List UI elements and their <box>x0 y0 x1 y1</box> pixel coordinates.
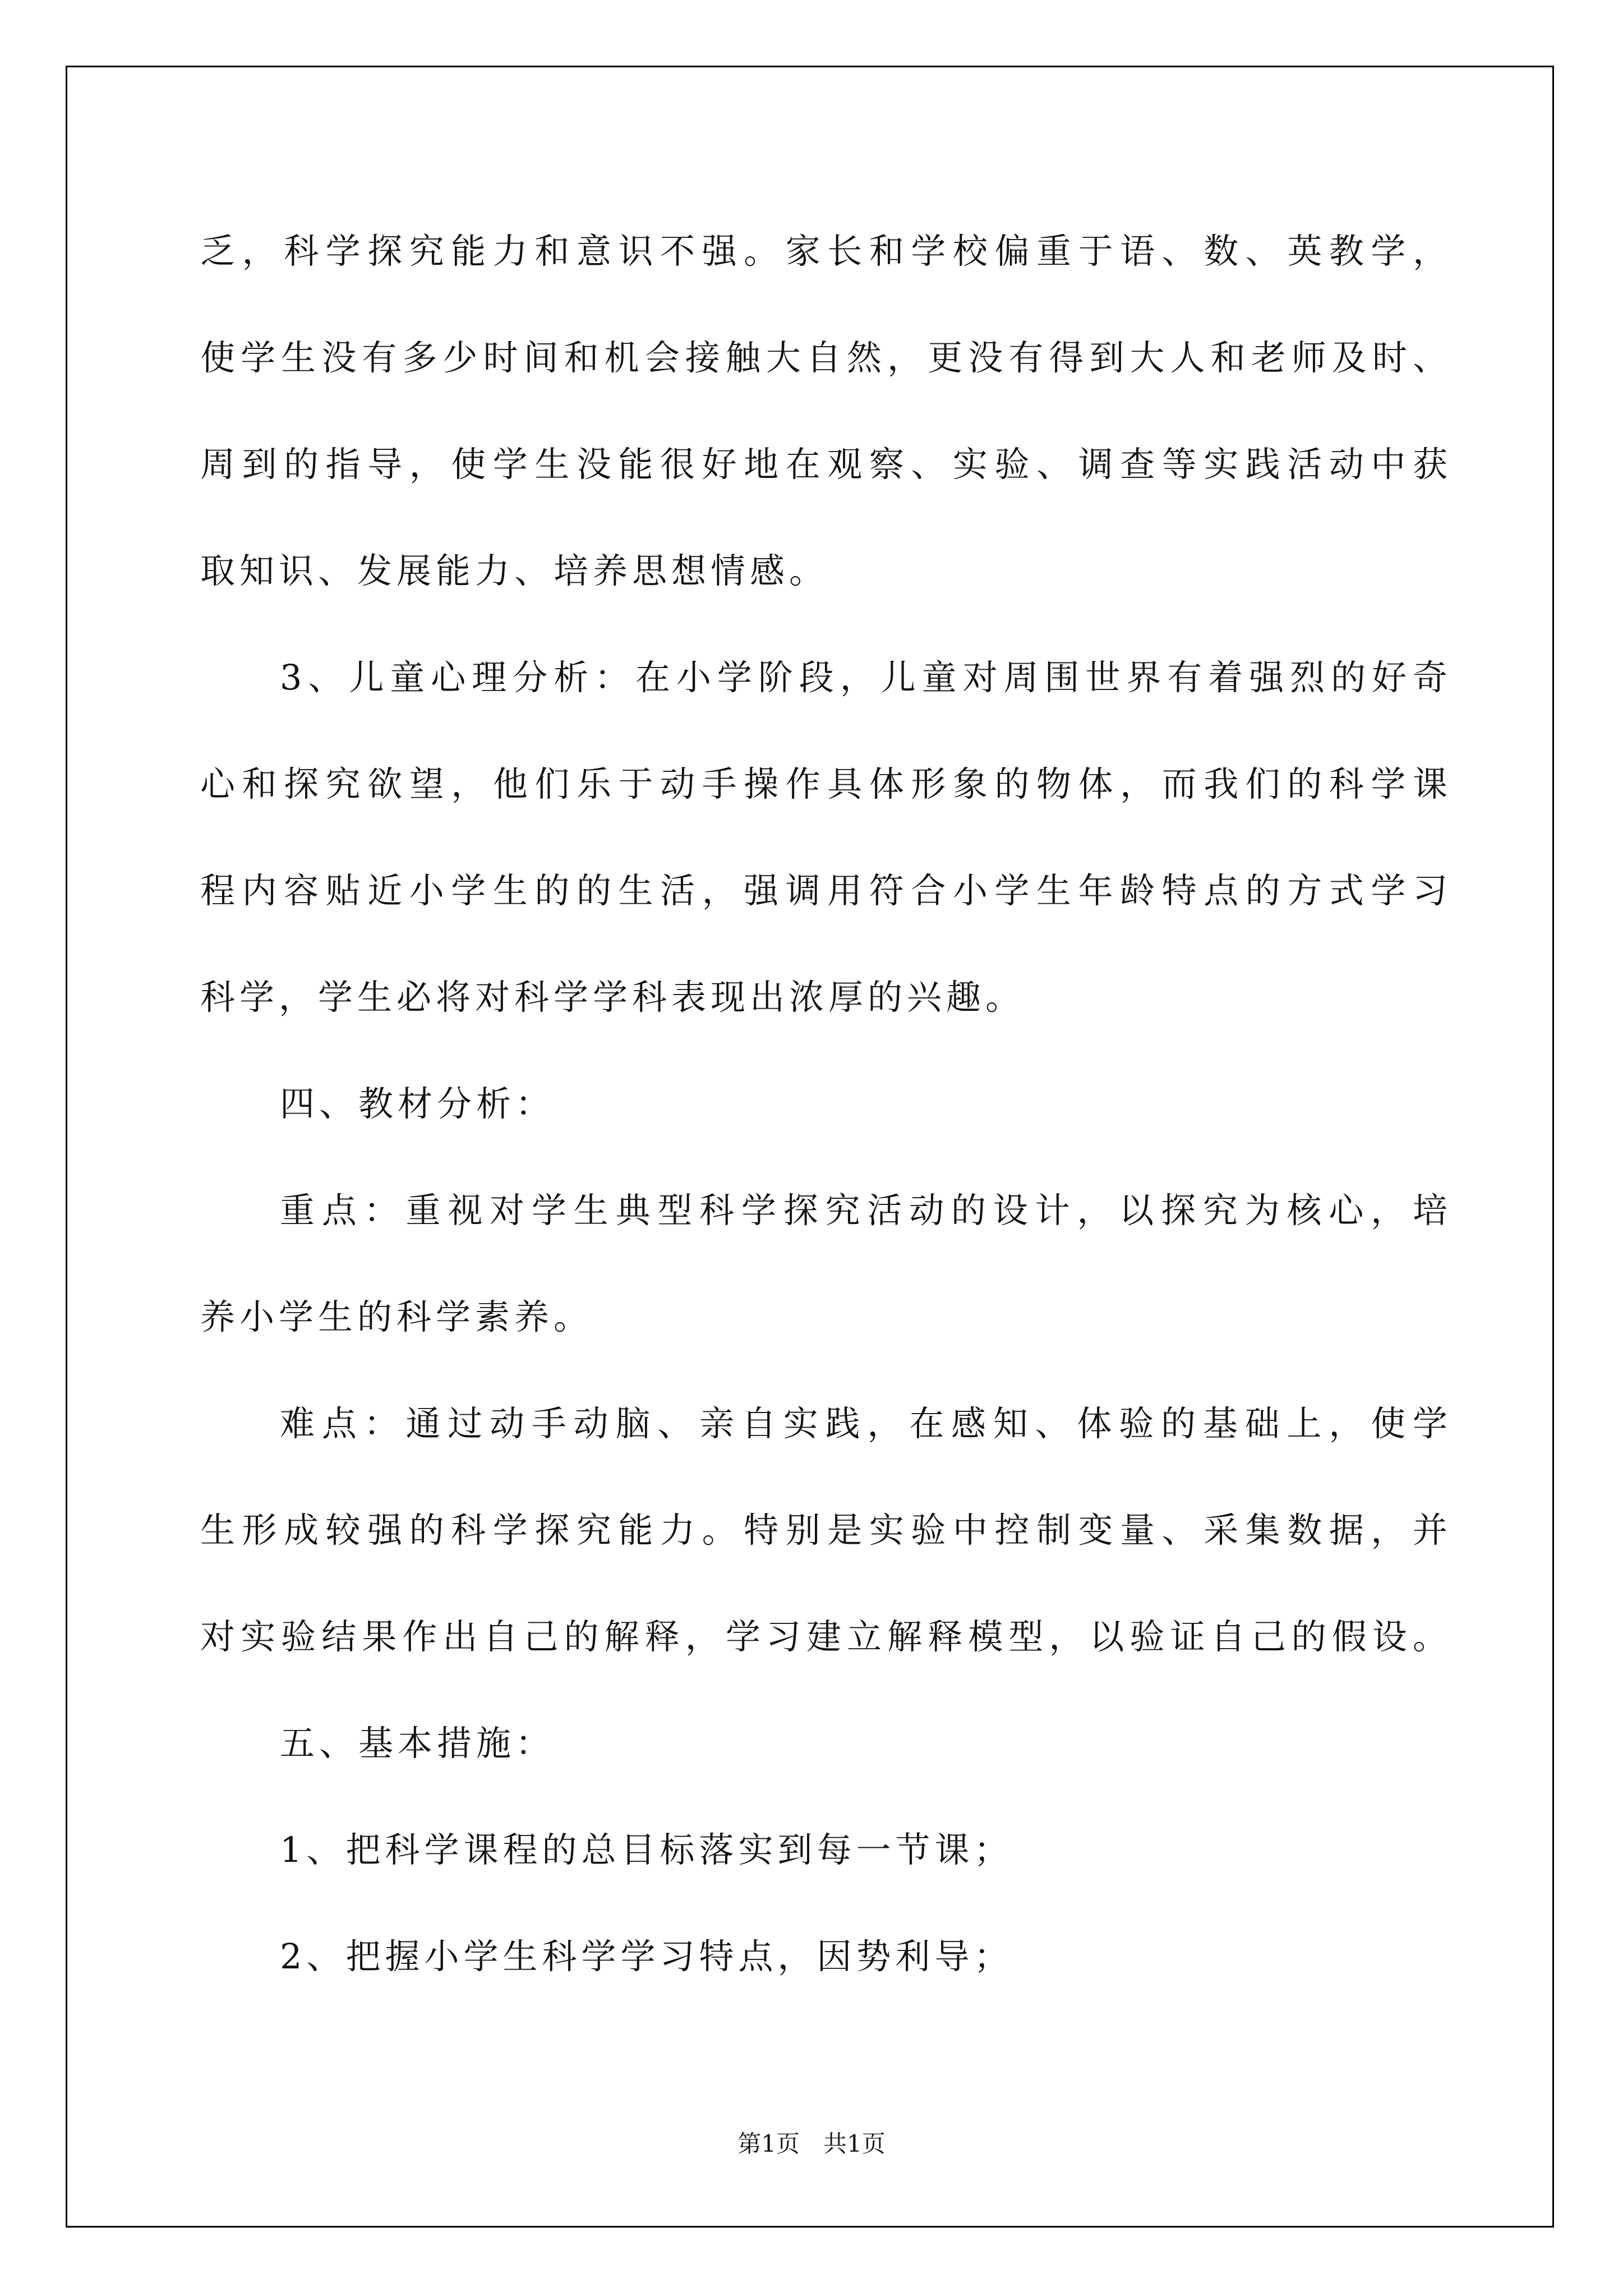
text-line: 使学生没有多少时间和机会接触大自然，更没有得到大人和老师及时、 <box>200 337 1452 378</box>
paragraph <box>200 624 1452 1051</box>
paragraph <box>200 1157 1452 1370</box>
list-item <box>200 1797 1452 1903</box>
section-heading <box>200 1690 1452 1797</box>
document-body <box>200 198 1452 2010</box>
text-line: 五、基本措施： <box>280 1723 555 1764</box>
list-item <box>200 1903 1452 2010</box>
current-page-number: 第1页 <box>737 2130 800 2157</box>
text-line: 心和探究欲望，他们乐于动手操作具体形象的物体，而我们的科学课 <box>200 763 1452 804</box>
text-line: 重点：重视对学生典型科学探究活动的设计，以探究为核心，培 <box>280 1190 1452 1231</box>
text-line: 取知识、发展能力、培养思想情感。 <box>200 550 829 591</box>
text-line: 难点：通过动手动脑、亲自实践，在感知、体验的基础上，使学 <box>280 1403 1452 1444</box>
text-line: 对实验结果作出自己的解释，学习建立解释模型，以验证自己的假设。 <box>200 1616 1452 1657</box>
total-page-count: 共1页 <box>823 2130 886 2157</box>
paragraph <box>200 1370 1452 1690</box>
text-line: 四、教材分析： <box>280 1083 555 1124</box>
text-line: 周到的指导，使学生没能很好地在观察、实验、调查等实践活动中获 <box>200 444 1452 485</box>
paragraph <box>200 198 1452 624</box>
text-line: 养小学生的科学素养。 <box>200 1296 593 1337</box>
text-line: 乏，科学探究能力和意识不强。家长和学校偏重于语、数、英教学， <box>200 231 1452 272</box>
text-line: 3、儿童心理分析：在小学阶段，儿童对周围世界有着强烈的好奇 <box>280 657 1452 698</box>
section-heading <box>200 1051 1452 1157</box>
text-line: 2、把握小学生科学学习特点，因势利导； <box>280 1936 1013 1977</box>
text-line: 生形成较强的科学探究能力。特别是实验中控制变量、采集数据，并 <box>200 1510 1452 1550</box>
text-line: 科学，学生必将对科学学科表现出浓厚的兴趣。 <box>200 977 1025 1018</box>
page-footer <box>0 2130 1623 2158</box>
text-line: 1、把科学课程的总目标落实到每一节课； <box>280 1829 1013 1870</box>
text-line: 程内容贴近小学生的的生活，强调用符合小学生年龄特点的方式学习 <box>200 870 1452 911</box>
